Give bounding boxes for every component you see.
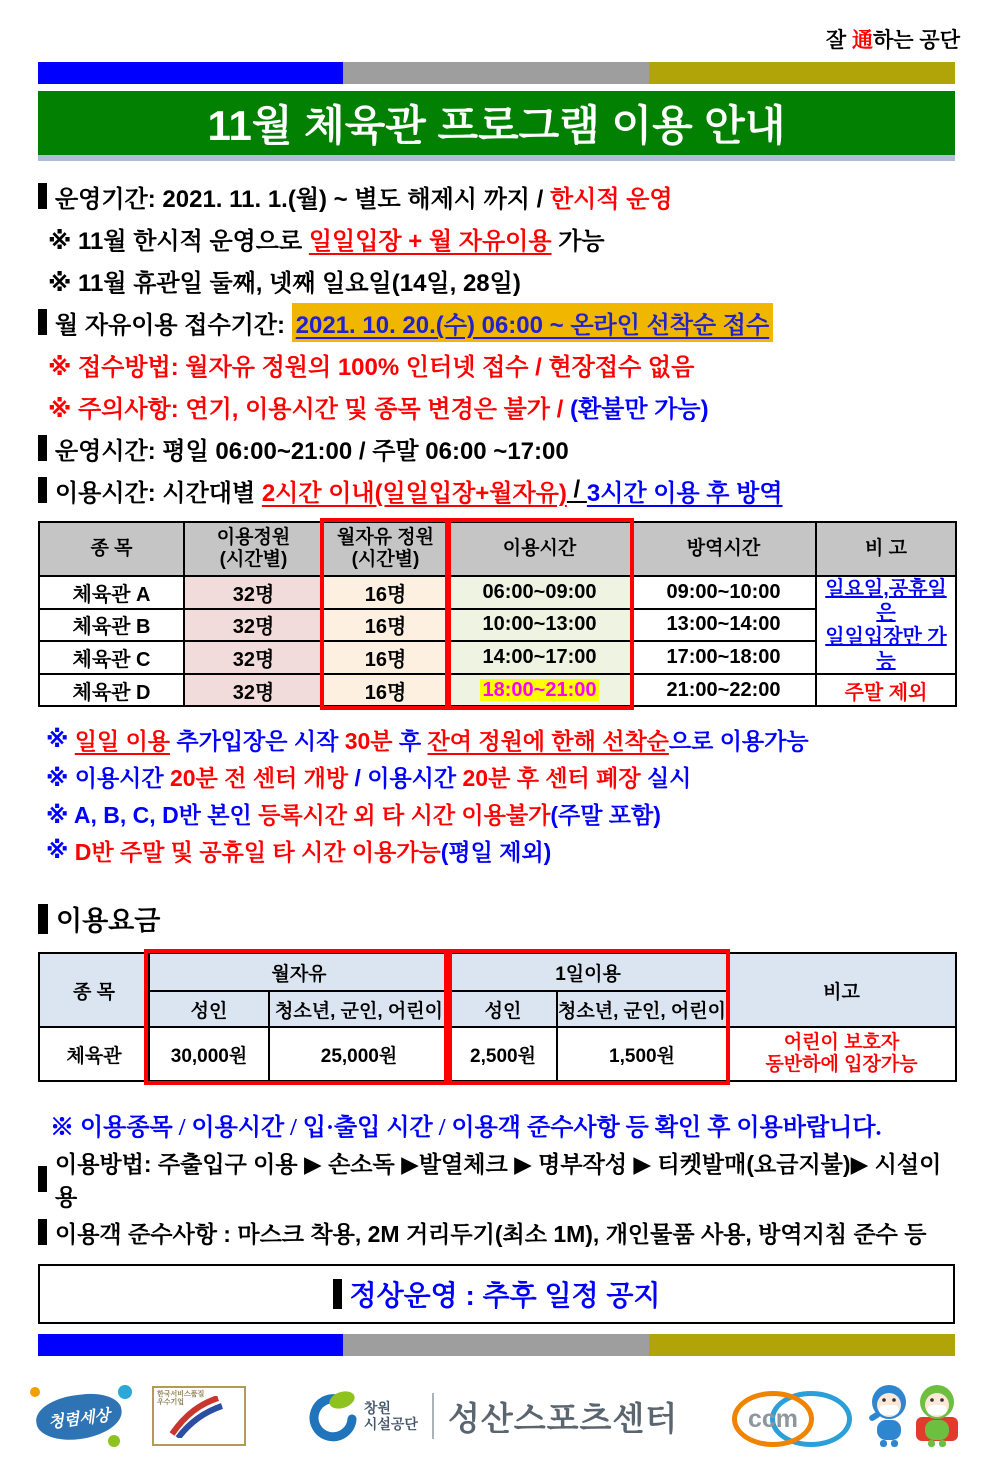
text-segment: ※ bbox=[46, 726, 75, 752]
ccm-logo-text: ccm bbox=[732, 1391, 814, 1447]
text-segment: 2021. 10. 20.(수) 06:00 ~ 온라인 선착순 접수 bbox=[292, 303, 774, 342]
cell-time: 10:00~13:00 bbox=[448, 609, 631, 642]
line-usage-hours bbox=[38, 469, 955, 511]
cert-line2: 우수기업 bbox=[157, 1399, 185, 1406]
fee-remark bbox=[727, 1027, 956, 1081]
text-segment: 2시간 이내(일일입장+월자유) bbox=[261, 479, 567, 507]
text-segment: ※ A, B, C, D반 본인 bbox=[46, 802, 259, 828]
text-segment: / 이용시간 bbox=[348, 765, 463, 791]
text-segment: (주말 포함) bbox=[550, 802, 661, 828]
line-usage-method bbox=[38, 1146, 955, 1212]
header-monthly bbox=[323, 522, 448, 576]
cell-category: 체육관 C bbox=[39, 641, 184, 674]
fee-monthly-adult: 30,000원 bbox=[149, 1027, 269, 1081]
divider-gray-segment bbox=[343, 1334, 649, 1356]
footer bbox=[0, 1374, 992, 1458]
slogan bbox=[0, 0, 992, 54]
fee-header-monthly-adult: 성인 bbox=[149, 991, 269, 1027]
section-bar-icon bbox=[38, 183, 47, 209]
page-title: 11월 체육관 프로그램 이용 안내 bbox=[207, 102, 786, 149]
note-open-close bbox=[38, 758, 955, 795]
text-segment: 월 자유이용 접수기간: bbox=[55, 311, 292, 339]
cell-remark-d: 주말 제외 bbox=[816, 674, 956, 706]
text-segment: 한시적 운영 bbox=[550, 185, 673, 213]
text-segment: 잔여 정원에 한해 선착순 bbox=[427, 728, 669, 754]
header-capacity-line1: 이용정원 bbox=[216, 527, 291, 548]
text-segment: D반 주말 및 공휴일 타 시간 이용가능 bbox=[74, 839, 441, 865]
cell-capacity: 32명 bbox=[184, 609, 323, 642]
fee-remark-line2: 동반하에 입장가능 bbox=[765, 1054, 918, 1075]
section-bar-icon bbox=[38, 309, 47, 335]
divider-blue-segment bbox=[38, 62, 343, 84]
header-capacity bbox=[184, 522, 323, 576]
cell-time: 06:00~09:00 bbox=[448, 576, 631, 609]
changwon-line2: 시설공단 bbox=[363, 1416, 418, 1432]
bottom-section bbox=[38, 1102, 955, 1252]
section-bar-icon bbox=[38, 435, 47, 461]
schedule-table bbox=[38, 521, 957, 707]
text-segment: 가능 bbox=[551, 227, 605, 255]
header-remark: 비 고 bbox=[816, 522, 956, 576]
dot-orange-icon bbox=[30, 1387, 40, 1397]
fee-header-monthly-youth: 청소년, 군인, 어린이 bbox=[269, 991, 449, 1027]
bottom-divider-bar bbox=[38, 1334, 955, 1356]
note-class-restriction bbox=[38, 795, 955, 832]
fee-header-daily: 1일이용 bbox=[449, 953, 727, 991]
dot-cyan-icon bbox=[118, 1385, 132, 1399]
mascot-green-icon bbox=[912, 1383, 962, 1449]
normal-operation-box bbox=[38, 1264, 955, 1324]
remark-line2: 일일입장만 가능 bbox=[825, 626, 947, 672]
schedule-header-row bbox=[39, 522, 956, 576]
fee-header-remark: 비고 bbox=[727, 953, 956, 1027]
text-segment: 일일 이용 bbox=[74, 728, 171, 754]
line-operation-hours bbox=[38, 427, 955, 469]
ccm-logo bbox=[732, 1390, 852, 1442]
header-monthly-line2: (시간별) bbox=[351, 549, 420, 570]
remark-line1: 일요일,공휴일은 bbox=[825, 578, 947, 624]
text-segment: 20분 전 센터 개방 bbox=[170, 765, 349, 791]
header-disinfect-time: 방역시간 bbox=[631, 522, 816, 576]
fee-header-category: 종 목 bbox=[39, 953, 149, 1027]
note-daily-extra-entry bbox=[38, 721, 955, 758]
fee-daily-adult: 2,500원 bbox=[449, 1027, 557, 1081]
note-class-d bbox=[38, 832, 955, 869]
cell-time-evening bbox=[448, 674, 631, 706]
text-segment: 일일입장 + 월 자유이용 bbox=[308, 227, 552, 255]
footer-right-logos bbox=[732, 1383, 962, 1449]
ribbon-icon bbox=[168, 1396, 224, 1438]
fee-header-monthly: 월자유 bbox=[149, 953, 449, 991]
line-caution bbox=[38, 385, 955, 427]
mascot-blue-icon bbox=[866, 1383, 912, 1449]
section-bar-icon bbox=[333, 1279, 342, 1309]
changwon-swoosh-icon bbox=[300, 1389, 358, 1443]
text-segment: 3시간 이용 후 방역 bbox=[586, 479, 783, 507]
fee-section-heading bbox=[38, 899, 955, 938]
changwon-facilities-label bbox=[364, 1400, 418, 1432]
text-segment: 운영시간: 평일 06:00~21:00 / 주말 06:00 ~17:00 bbox=[55, 437, 569, 465]
section-bar-icon bbox=[38, 477, 47, 503]
slogan-suffix: 하는 공단 bbox=[873, 29, 960, 52]
header-category: 종 목 bbox=[39, 522, 184, 576]
footer-left-logos bbox=[30, 1385, 246, 1447]
text-segment: ※ 이용시간 bbox=[46, 765, 171, 791]
cell-monthly: 16명 bbox=[323, 576, 448, 609]
evening-time-highlight: 18:00~21:00 bbox=[480, 679, 600, 701]
table-row bbox=[39, 674, 956, 706]
section-bar-icon bbox=[38, 1166, 47, 1192]
integrity-logo bbox=[30, 1385, 134, 1447]
text-segment: 이용객 준수사항 : 마스크 착용, 2M 거리두기(최소 1M), 개인물품 사용, 방역지침 준수 등 bbox=[55, 1220, 927, 1247]
fee-remark-line1: 어린이 보호자 bbox=[783, 1032, 900, 1053]
integrity-logo-text: 청렴세상 bbox=[34, 1390, 125, 1444]
cell-disinfect: 13:00~14:00 bbox=[631, 609, 816, 642]
sports-center-name: 성산스포츠센터 bbox=[447, 1399, 679, 1437]
text-segment: 20분 후 센터 폐장 bbox=[462, 765, 641, 791]
table-row bbox=[39, 576, 956, 609]
divider-olive-segment bbox=[649, 1334, 955, 1356]
cell-disinfect: 09:00~10:00 bbox=[631, 576, 816, 609]
cell-category: 체육관 D bbox=[39, 674, 184, 706]
header-usage-time: 이용시간 bbox=[448, 522, 631, 576]
schedule-table-wrap bbox=[38, 521, 955, 707]
divider-blue-segment bbox=[38, 1334, 343, 1356]
cell-capacity: 32명 bbox=[184, 674, 323, 706]
fee-table bbox=[38, 952, 957, 1082]
text-segment: 추가입장은 시작 bbox=[170, 728, 345, 754]
text-segment: ※ 이용종목 / 이용시간 / 입·출입 시간 / 이용객 준수사항 등 확인 후 이용바랍니다. bbox=[50, 1114, 882, 1141]
header-monthly-line1: 월자유 정원 bbox=[336, 527, 435, 548]
section-bar-icon bbox=[38, 1219, 47, 1245]
info-section bbox=[38, 175, 955, 511]
notes-section bbox=[38, 721, 955, 869]
cell-time: 14:00~17:00 bbox=[448, 641, 631, 674]
text-segment: 후 bbox=[392, 728, 428, 754]
text-segment: 등록시간 외 타 시간 이용불가 bbox=[258, 802, 551, 828]
text-segment: ※ 접수방법: 월자유 정원의 100% 인터넷 접수 / 현장접수 없음 bbox=[48, 353, 695, 381]
cell-capacity: 32명 bbox=[184, 576, 323, 609]
top-divider-bar bbox=[38, 62, 955, 84]
cell-capacity: 32명 bbox=[184, 641, 323, 674]
fee-table-wrap bbox=[38, 952, 955, 1082]
fee-data-row bbox=[39, 1027, 956, 1081]
cell-remark-abc bbox=[816, 576, 956, 674]
cell-category: 체육관 A bbox=[39, 576, 184, 609]
fee-heading-text: 이용요금 bbox=[56, 906, 161, 936]
normal-operation-text: 정상운영 : 추후 일정 공지 bbox=[349, 1280, 661, 1311]
line-operation-period bbox=[38, 175, 955, 217]
cell-monthly: 16명 bbox=[323, 641, 448, 674]
line-check-before-use bbox=[38, 1102, 955, 1146]
cell-category: 체육관 B bbox=[39, 609, 184, 642]
text-segment: (평일 제외) bbox=[440, 839, 552, 865]
fee-category: 체육관 bbox=[39, 1027, 149, 1081]
fee-header-group-row bbox=[39, 953, 956, 991]
dot-green-icon bbox=[108, 1435, 120, 1447]
divider-olive-segment bbox=[649, 62, 955, 84]
text-segment: 이용시간: 시간대별 bbox=[55, 479, 262, 507]
text-segment: ※ bbox=[46, 837, 75, 863]
text-segment: 이용방법: 주출입구 이용 ▶ 손소독 ▶발열체크 ▶ 명부작성 ▶ 티켓발매(요금지불)▶ 시설이용 bbox=[55, 1151, 942, 1210]
line-registration-method bbox=[38, 343, 955, 385]
text-segment: ※ 11월 한시적 운영으로 bbox=[48, 227, 309, 255]
mascots bbox=[866, 1383, 962, 1449]
line-closed-days bbox=[38, 259, 955, 301]
cert-line1: 한국서비스품질 bbox=[157, 1391, 205, 1398]
text-segment: ※ 11월 휴관일 둘째, 넷째 일요일(14일, 28일) bbox=[48, 269, 521, 297]
cell-monthly: 16명 bbox=[323, 674, 448, 706]
header-capacity-line2: (시간별) bbox=[219, 549, 288, 570]
section-bar-icon bbox=[38, 904, 48, 934]
sports-center-logo-group bbox=[300, 1389, 678, 1443]
line-user-rules bbox=[38, 1212, 955, 1252]
text-segment: 30분 bbox=[344, 728, 393, 754]
text-segment: 운영기간: 2021. 11. 1.(월) ~ 별도 해제시 까지 / bbox=[55, 185, 550, 213]
divider-gray-segment bbox=[343, 62, 649, 84]
text-segment: 으로 이용가능 bbox=[668, 728, 809, 754]
line-registration-period bbox=[38, 301, 955, 343]
cell-disinfect: 17:00~18:00 bbox=[631, 641, 816, 674]
slogan-tong: 通 bbox=[852, 29, 874, 52]
cell-monthly: 16명 bbox=[323, 609, 448, 642]
text-segment: (환불만 가능) bbox=[569, 395, 709, 423]
fee-daily-youth: 1,500원 bbox=[557, 1027, 727, 1081]
text-segment: 실시 bbox=[640, 765, 692, 791]
text-segment: ※ 주의사항: 연기, 이용시간 및 종목 변경은 불가 / bbox=[48, 395, 570, 423]
logo-divider bbox=[432, 1393, 434, 1439]
fee-header-daily-youth: 청소년, 군인, 어린이 bbox=[557, 991, 727, 1027]
changwon-line1: 창원 bbox=[363, 1400, 391, 1416]
line-november-note bbox=[38, 217, 955, 259]
slogan-prefix: 잘 bbox=[825, 29, 853, 52]
title-banner bbox=[38, 91, 955, 161]
cell-disinfect: 21:00~22:00 bbox=[631, 674, 816, 706]
fee-header-daily-adult: 성인 bbox=[449, 991, 557, 1027]
service-quality-mark bbox=[152, 1386, 246, 1446]
fee-monthly-youth: 25,000원 bbox=[269, 1027, 449, 1081]
text-segment: / bbox=[566, 476, 587, 503]
